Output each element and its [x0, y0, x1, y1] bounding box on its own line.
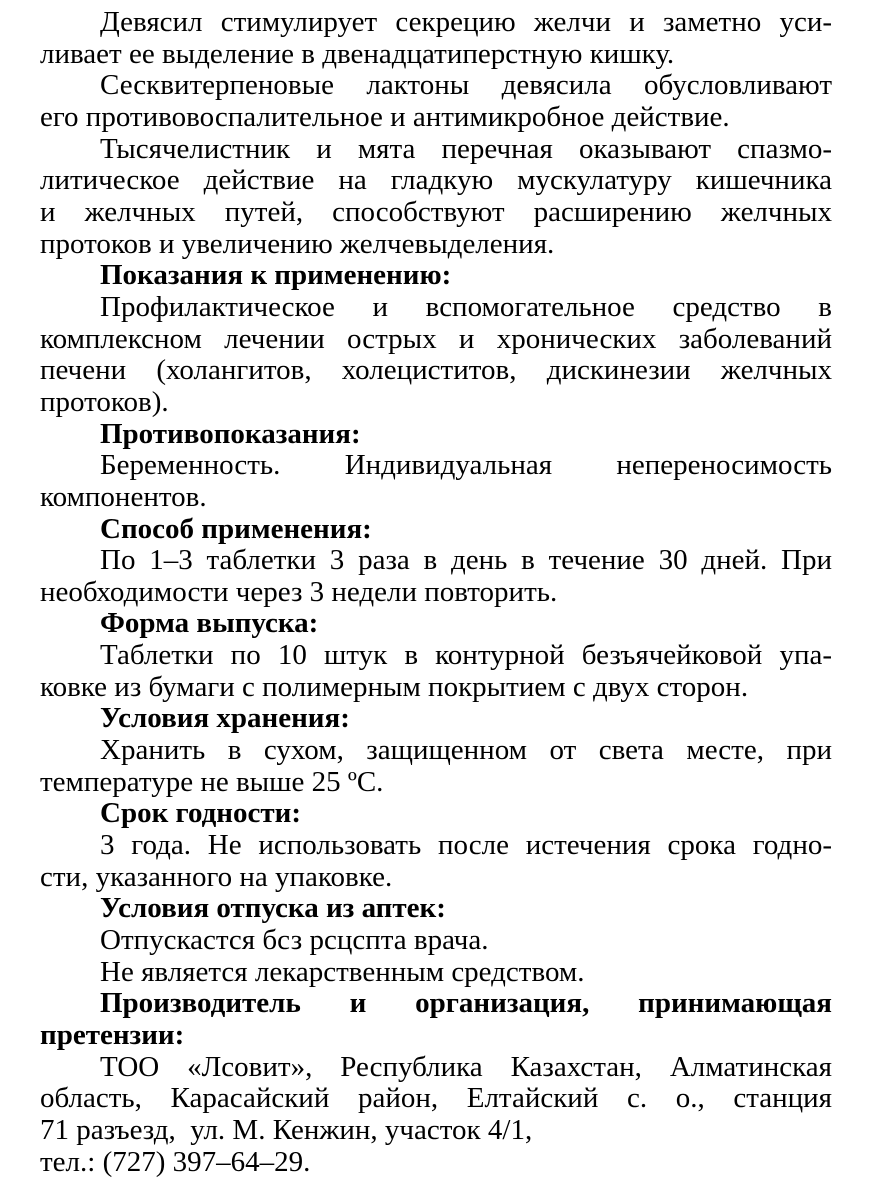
- text-line: ливает ее выделение в двенадцатиперстную кишку.: [40, 37, 675, 70]
- text-line: тел.: (727) 397–64–29.: [40, 1145, 311, 1178]
- text-line: Не является лекарственным средством.: [100, 955, 585, 988]
- text-line: необходимости через 3 недели повторить.: [40, 575, 558, 608]
- text-line: По 1–3 таблетки 3 раза в день в течение 30 дней. При: [100, 544, 832, 577]
- section-heading-line: Срок годности:: [100, 797, 302, 830]
- section-heading-line: Условия отпуска из аптек:: [100, 892, 446, 925]
- text-line: 3 года. Не использовать после истечения срока годно-: [100, 829, 832, 862]
- text-line: его противовоспалительное и антимикробное действие.: [40, 100, 730, 133]
- section-heading-line: Форма выпуска:: [100, 607, 319, 640]
- text-line: Хранить в сухом, защищенном от света месте, при: [100, 734, 832, 767]
- text-line: литическое действие на гладкую мускулатуру кишечника: [40, 164, 832, 197]
- section-heading-line: Производитель и организация, принимающая: [100, 987, 832, 1020]
- text-line: область, Карасайский район, Елтайский с. о., станция: [40, 1082, 832, 1115]
- text-line: печени (холангитов, холециститов, дискинезии желчных: [40, 354, 832, 387]
- section-heading-line: Противопоказания:: [100, 417, 361, 450]
- text-line: Беременность. Индивидуальная непереносимость: [100, 449, 832, 482]
- text-line: и желчных путей, способствуют расширению желчных: [40, 195, 832, 228]
- text-line: Девясил стимулирует секрецию желчи и заметно уси-: [100, 6, 832, 38]
- text-line: Отпускастся бсз рсцспта врача.: [100, 924, 489, 957]
- text-line: компонентов.: [40, 480, 207, 513]
- section-heading-line: Способ применения:: [100, 512, 372, 545]
- text-line: Сесквитерпеновые лактоны девясила обусловливают: [100, 69, 832, 102]
- text-line: протоков).: [40, 385, 169, 418]
- text-line: сти, указанного на упаковке.: [40, 860, 393, 893]
- text-line: комплексном лечении острых и хронических заболеваний: [40, 322, 832, 355]
- text-line: Таблетки по 10 штук в контурной безъячейковой упа-: [100, 639, 832, 672]
- section-heading-line: претензии:: [40, 1019, 185, 1051]
- text-line: Тысячелистник и мята перечная оказывают спазмо-: [100, 132, 832, 165]
- section-heading-line: Показания к применению:: [100, 259, 452, 292]
- text-line: температуре не выше 25 ºС.: [40, 765, 384, 798]
- text-line: 71 разъезд, ул. М. Кенжин, участок 4/1,: [40, 1113, 533, 1146]
- text-line: Профилактическое и вспомогательное средство в: [100, 290, 832, 323]
- text-line: ТОО «Лсовит», Республика Казахстан, Алматинская: [100, 1050, 832, 1083]
- text-line: ковке из бумаги с полимерным покрытием с двух сторон.: [40, 670, 749, 703]
- text-line: протоков и увеличению желчевыделения.: [40, 227, 555, 260]
- section-heading-line: Условия хранения:: [100, 702, 350, 735]
